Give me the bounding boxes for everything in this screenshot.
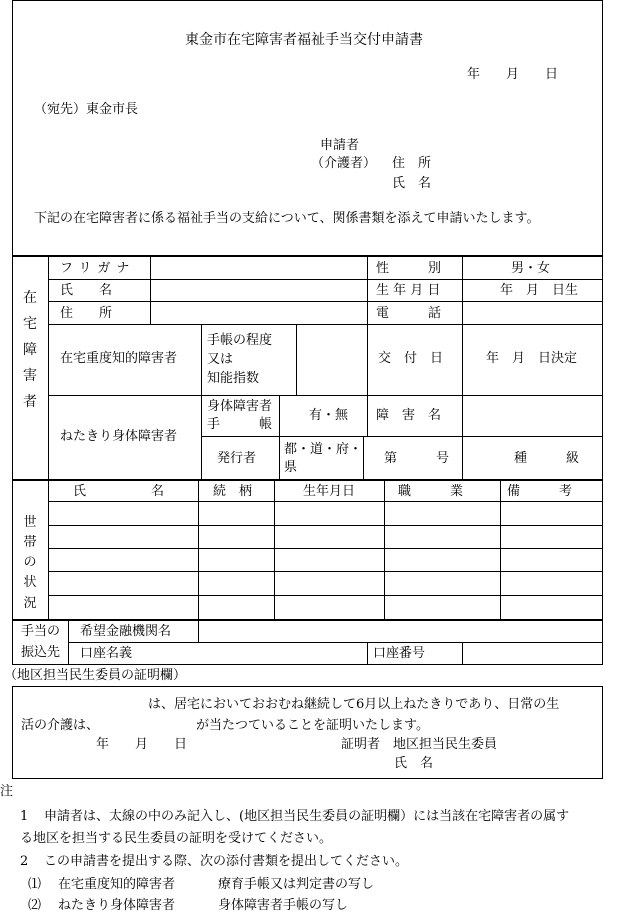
handbook-degree-l3: 知能指数 [207, 371, 260, 386]
form-title: 東金市在宅障害者福祉手当交付申請書 [185, 32, 423, 48]
note1-continuation: る地区を担当する民生委員の証明を受けてください。 [20, 831, 333, 846]
note2-item1-number: ⑴ [28, 877, 42, 892]
handbook-degree-l1: 手帳の程度 [207, 333, 273, 348]
issuer-label: 発行者 [217, 451, 257, 466]
household-col-relation: 続 柄 [213, 484, 253, 499]
account-number-label: 口座番号 [373, 646, 426, 661]
household-col-dob: 生年月日 [303, 484, 356, 499]
applicant-name-label: 氏 名 [392, 176, 432, 191]
household-col-name: 氏 名 [73, 484, 165, 499]
issue-date-label: 交 付 日 [378, 351, 444, 366]
person-side-label: 在宅障害者 [23, 290, 37, 410]
note2-number: 2 [20, 854, 29, 869]
note2-item1-doc: 療育手帳又は判定書の写し [218, 877, 375, 892]
number-label: 第 号 [384, 451, 450, 466]
caregiver-label: （介護者） [311, 156, 377, 171]
prefecture-l1: 都・道・府・ [284, 442, 363, 457]
note2-item2-doc: 身体障害者手帳の写し [218, 898, 349, 913]
furigana-label: フリガナ [60, 261, 136, 276]
bank-side-l1: 手当の [21, 624, 61, 639]
household-col-occupation: 職 業 [398, 484, 464, 499]
note2-item2-number: ⑵ [28, 898, 42, 913]
issue-date-value[interactable]: 年 月 日決定 [486, 351, 578, 366]
household-side-label: 世帯の状況 [23, 515, 37, 611]
note1-text: 申請者は、太線の中のみ記入し、(地区担当民生委員の証明欄）には当該在宅障害者の属す [44, 809, 570, 824]
certification-line2b: が当たつていることを証明いたします。 [196, 718, 429, 733]
prefecture-l2: 県 [284, 460, 298, 475]
household-col-remarks: 備 考 [507, 484, 573, 499]
physical-handbook-l2: 手 帳 [207, 417, 273, 432]
grade-label: 種 級 [514, 451, 580, 466]
phone-label: 電 話 [376, 306, 442, 321]
account-name-label: 口座名義 [80, 646, 133, 661]
bank-side-l2: 振込先 [21, 645, 61, 660]
intellectual-disability-label: 在宅重度知的障害者 [60, 351, 178, 366]
institution-label: 希望金融機関名 [80, 624, 172, 639]
note2-item1-label: 在宅重度知的障害者 [58, 877, 176, 892]
physical-handbook-l1: 身体障害者 [207, 399, 273, 414]
address-label: 住 所 [60, 306, 113, 321]
disability-name-label: 障 害 名 [376, 408, 442, 423]
note1-number: 1 [20, 809, 29, 824]
name-label: 氏 名 [60, 283, 113, 298]
certifier-name-label: 氏 名 [394, 756, 434, 771]
certifier-label: 証明者 地区担当民生委員 [341, 737, 498, 752]
dob-label: 生 年 月 日 [376, 283, 441, 298]
gender-value[interactable]: 男・女 [511, 261, 551, 276]
certification-date[interactable]: 年 月 日 [96, 737, 188, 752]
applicant-address-label: 住 所 [392, 156, 432, 171]
gender-label: 性 別 [376, 261, 442, 276]
certification-line2a: 活の介護は、 [21, 718, 100, 733]
applicant-label: 申請者 [320, 138, 360, 153]
note2-item2-label: ねたきり身体障害者 [58, 898, 176, 913]
date-line[interactable]: 年 月 日 [467, 67, 559, 82]
has-none-value[interactable]: 有・無 [309, 408, 349, 423]
note2-text: この申請書を提出する際、次の添付書類を提出してください。 [44, 854, 409, 869]
addressee: （宛先）東金市長 [34, 102, 139, 117]
dob-value[interactable]: 年 月 日生 [500, 283, 579, 298]
handbook-degree-l2: 又は [207, 352, 234, 367]
certification-line1: は、居宅においておおむね継続して6月以上ねたきりであり、日常の生 [148, 697, 560, 712]
declaration-text: 下記の在宅障害者に係る福祉手当の支給について、関係書類を添えて申請いたします。 [34, 211, 540, 226]
certification-heading: （地区担当民生委員の証明欄） [4, 668, 187, 683]
notes-heading: 注 [0, 784, 14, 799]
bedridden-label: ねたきり身体障害者 [60, 429, 178, 444]
